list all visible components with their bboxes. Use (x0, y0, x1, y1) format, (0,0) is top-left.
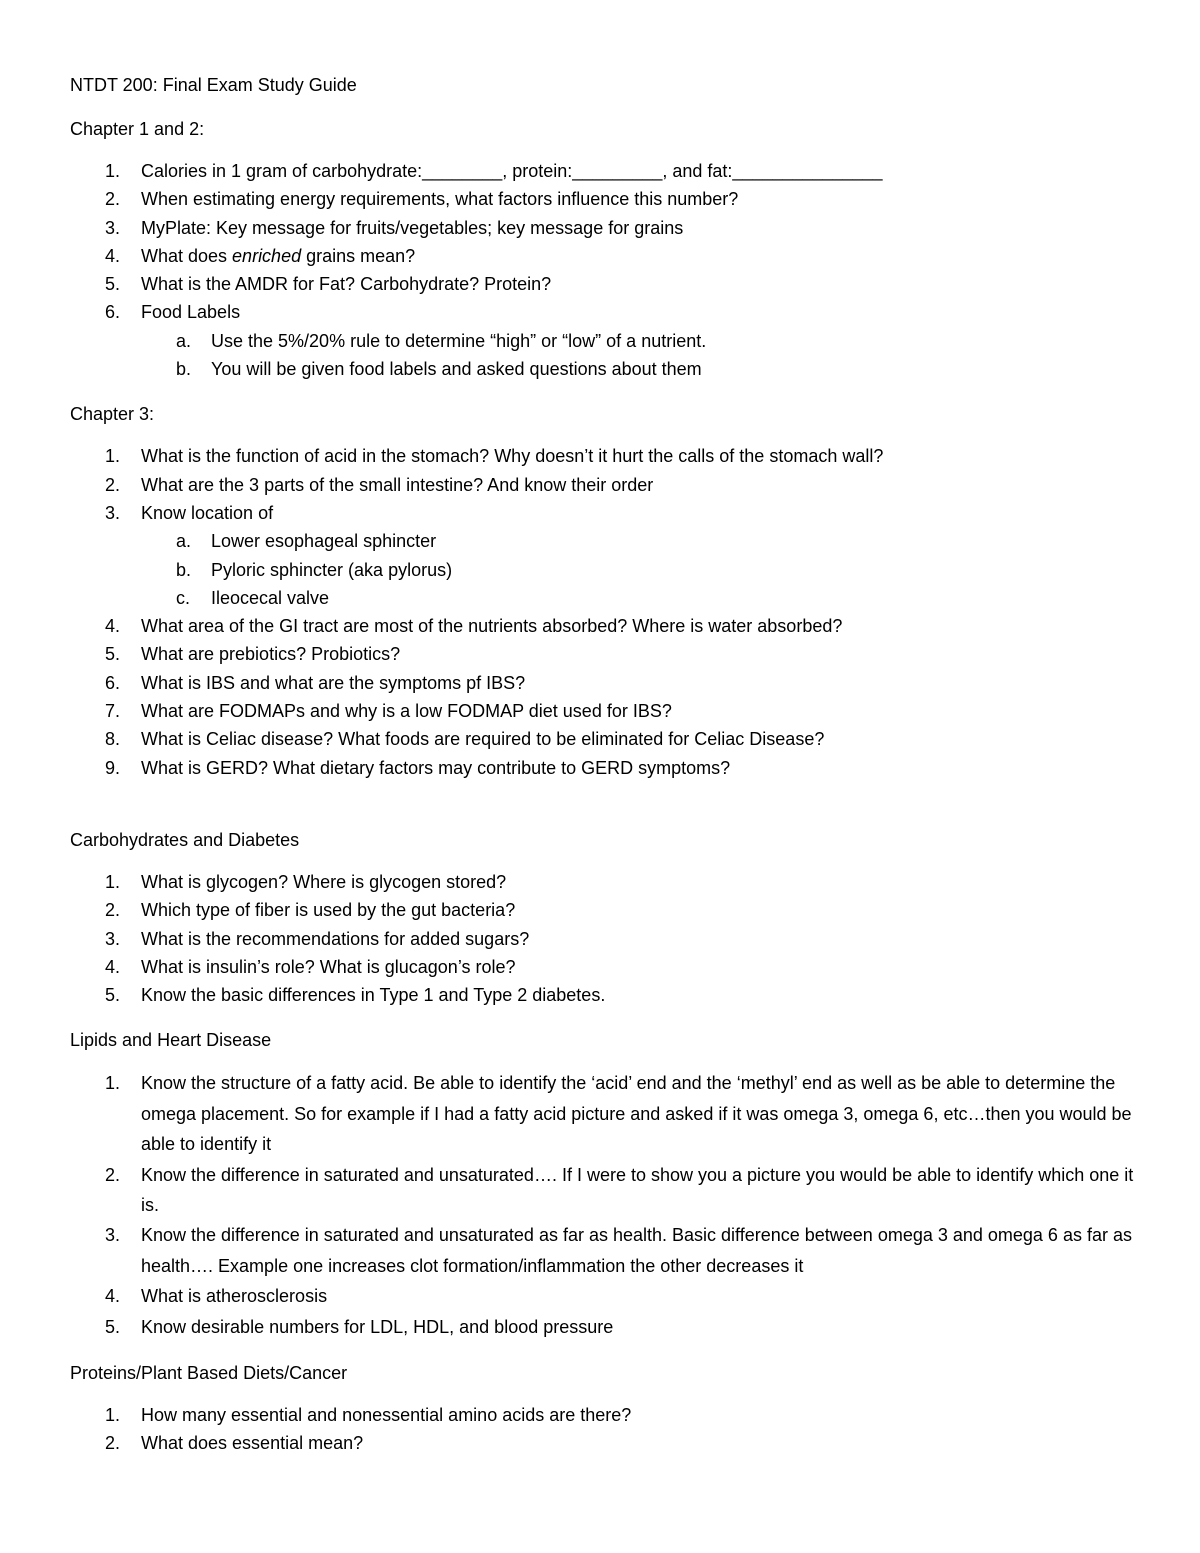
list-item (70, 1312, 1140, 1342)
list-item (70, 1068, 1140, 1159)
item-number: 1. (105, 446, 121, 467)
sub-list-item (70, 527, 1140, 555)
list-item (70, 1429, 1140, 1457)
item-text: Know location of (141, 502, 274, 523)
item-text: What is glycogen? Where is glycogen stored? (141, 871, 507, 892)
question-list-chapter-3 (70, 442, 1140, 782)
item-text: Know the difference in saturated and unsaturated as far as health. Basic difference between omega 3 and omega 6 as far as health…. Example one increases clot formation/inflammation the other decreases it (141, 1225, 1132, 1276)
item-text-before: What does (141, 245, 233, 266)
section-heading-proteins: Proteins/Plant Based Diets/Cancer (70, 1363, 348, 1384)
list-item (70, 754, 1140, 782)
sub-item-text: Ileocecal valve (211, 587, 330, 608)
list-item (70, 1220, 1140, 1281)
section-heading-carbohydrates: Carbohydrates and Diabetes (70, 829, 300, 850)
item-text: Food Labels (141, 302, 241, 323)
item-number: 3. (105, 928, 121, 949)
item-text: Know the structure of a fatty acid. Be able to identify the ‘acid’ end and the ‘methyl’ end as well as be able to determine the omega placement. So for example if I had a fatty acid picture and asked if it was omega 3, omega 6, etc…then you would be able to identify it (141, 1073, 1132, 1155)
item-number: 2. (105, 1433, 121, 1454)
item-number: 4. (105, 616, 121, 637)
item-text: What is the AMDR for Fat? Carbohydrate? Protein? (141, 274, 552, 295)
item-number: 5. (105, 985, 121, 1006)
item-number: 3. (105, 217, 121, 238)
item-number: 3. (105, 502, 121, 523)
sub-item-text: Use the 5%/20% rule to determine “high” or “low” of a nutrient. (211, 330, 707, 351)
item-number: 8. (105, 729, 121, 750)
item-text: What is insulin’s role? What is glucagon’s role? (141, 956, 516, 977)
sub-item-letter: c. (176, 587, 191, 608)
item-text: What does essential mean? (141, 1433, 364, 1454)
list-item (70, 442, 1140, 470)
item-number: 5. (105, 274, 121, 295)
list-item (70, 157, 1140, 185)
question-list-proteins (70, 1401, 1140, 1458)
item-number: 4. (105, 245, 121, 266)
list-item (70, 640, 1140, 668)
item-text: What are FODMAPs and why is a low FODMAP diet used for IBS? (141, 701, 672, 722)
list-item (70, 868, 1140, 896)
list-item (70, 185, 1140, 213)
sub-item-text: Pyloric sphincter (aka pylorus) (211, 559, 453, 580)
item-text: Know desirable numbers for LDL, HDL, and blood pressure (141, 1316, 614, 1337)
list-item (70, 669, 1140, 697)
list-item (70, 981, 1140, 1009)
item-text: What are prebiotics? Probiotics? (141, 644, 401, 665)
item-number: 7. (105, 701, 121, 722)
sub-item-text: Lower esophageal sphincter (211, 531, 437, 552)
item-text: Know the difference in saturated and unsaturated…. If I were to show you a picture you would be able to identify which one it is. (141, 1164, 1134, 1216)
item-number: 6. (105, 672, 121, 693)
item-text: How many essential and nonessential amino acids are there? (141, 1405, 632, 1426)
item-number: 1. (105, 161, 121, 181)
list-item (70, 697, 1140, 725)
item-number: 5. (105, 644, 121, 665)
question-list-chapter-1-2 (70, 157, 1140, 383)
item-text: What is GERD? What dietary factors may contribute to GERD symptoms? (141, 757, 731, 778)
item-number: 1. (105, 871, 121, 892)
list-item (70, 925, 1140, 953)
sub-item-letter: a. (176, 330, 192, 351)
list-item (70, 1281, 1140, 1311)
list-item (70, 298, 1140, 326)
item-text: What is atherosclerosis (141, 1286, 328, 1307)
study-guide-body (70, 73, 1140, 1458)
item-text: Which type of fiber is used by the gut bacteria? (141, 900, 516, 921)
item-text: Calories in 1 gram of carbohydrate:________, protein:_________, and fat:_______________ (141, 161, 883, 181)
sub-list-item (70, 327, 1140, 355)
section-heading-lipids: Lipids and Heart Disease (70, 1030, 272, 1051)
item-number: 4. (105, 1286, 121, 1307)
item-text: When estimating energy requirements, what factors influence this number? (141, 189, 739, 210)
list-item (70, 1401, 1140, 1429)
item-number: 3. (105, 1225, 121, 1246)
item-number: 5. (105, 1316, 121, 1337)
sub-item-text: You will be given food labels and asked questions about them (211, 359, 702, 380)
item-number: 1. (105, 1405, 121, 1426)
item-text: What are the 3 parts of the small intestine? And know their order (141, 474, 654, 495)
question-list-lipids (70, 1068, 1140, 1342)
item-number: 4. (105, 956, 121, 977)
section-heading-chapter-3: Chapter 3: (70, 404, 155, 425)
document-title: NTDT 200: Final Exam Study Guide (70, 75, 357, 95)
item-text: What is IBS and what are the symptoms pf IBS? (141, 672, 526, 693)
question-list-carbohydrates (70, 868, 1140, 1009)
sub-list-item (70, 584, 1140, 612)
list-item (70, 612, 1140, 640)
list-item (70, 214, 1140, 242)
list-item (70, 499, 1140, 527)
item-text-emphasis: enriched (232, 245, 302, 266)
list-item (70, 896, 1140, 924)
sub-list-item (70, 355, 1140, 383)
item-text: What is the recommendations for added sugars? (141, 928, 530, 949)
list-item (70, 953, 1140, 981)
list-item (70, 270, 1140, 298)
item-number: 2. (105, 1164, 121, 1185)
item-text-after: grains mean? (301, 245, 416, 266)
item-text: MyPlate: Key message for fruits/vegetables; key message for grains (141, 217, 684, 238)
list-item (70, 725, 1140, 753)
item-number: 6. (105, 302, 121, 323)
item-number: 1. (105, 1073, 121, 1094)
sub-item-letter: b. (176, 359, 192, 380)
list-item (70, 471, 1140, 499)
item-number: 9. (105, 757, 121, 778)
item-text: What area of the GI tract are most of the nutrients absorbed? Where is water absorbed? (141, 616, 843, 637)
list-item (70, 1160, 1140, 1221)
sub-list-item (70, 556, 1140, 584)
sub-item-letter: a. (176, 531, 192, 552)
item-number: 2. (105, 189, 121, 210)
item-text: What is the function of acid in the stomach? Why doesn’t it hurt the calls of the stomach wall? (141, 446, 884, 467)
list-item (70, 242, 1140, 270)
section-heading-chapter-1-2: Chapter 1 and 2: (70, 119, 205, 139)
item-number: 2. (105, 474, 121, 495)
item-text: Know the basic differences in Type 1 and Type 2 diabetes. (141, 985, 606, 1006)
item-text: What is Celiac disease? What foods are required to be eliminated for Celiac Disease? (141, 729, 825, 750)
sub-item-letter: b. (176, 559, 192, 580)
item-number: 2. (105, 900, 121, 921)
